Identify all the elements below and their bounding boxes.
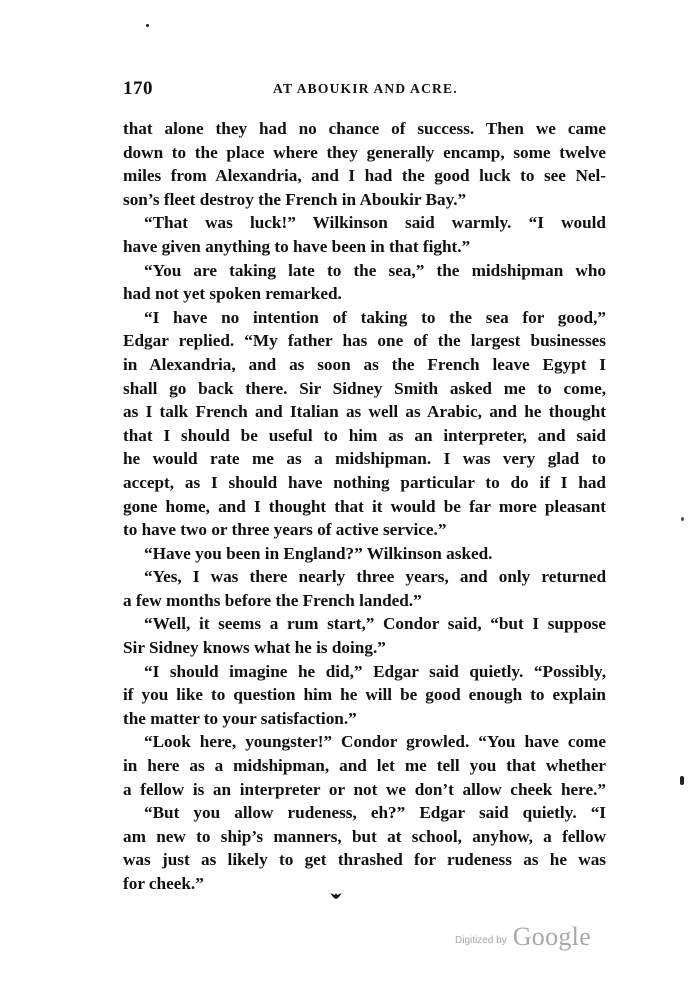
text-line: gone home, and I thought that it would be far more pleasant <box>123 496 606 516</box>
text-line: if you like to question him he will be good enough to explain <box>123 685 606 705</box>
text-line: a fellow is an interpreter or not we don’t allow cheek here.” <box>123 779 606 799</box>
text-line: “That was luck!” Wilkinson said warmly. “I would <box>144 213 606 233</box>
text-line: am new to ship’s manners, but at school, anyhow, a fellow <box>123 826 606 846</box>
text-line: down to the place where they generally encamp, some twelve <box>123 142 606 162</box>
text-line: that I should be useful to him as an interpreter, and said <box>123 425 606 445</box>
text-line: “Yes, I was there nearly three years, and only returned <box>144 567 606 587</box>
google-logo: Google <box>512 922 592 951</box>
text-line: accept, as I should have nothing particular to do if I had <box>123 472 606 492</box>
scan-speck <box>146 24 149 27</box>
digitized-by-google-watermark <box>455 922 591 952</box>
scan-speck <box>680 776 684 785</box>
running-head <box>123 78 605 102</box>
text-line: “Look here, youngster!” Condor growled. “You have come <box>144 732 606 752</box>
text-line: a few months before the French landed.” <box>123 590 422 610</box>
text-line: son’s fleet destroy the French in Aboukir Bay.” <box>123 189 467 209</box>
text-line: have given anything to have been in that fight.” <box>123 236 471 256</box>
text-line: “You are taking late to the sea,” the midshipman who <box>144 260 606 280</box>
scan-speck <box>681 517 684 521</box>
text-line: shall go back there. Sir Sidney Smith asked me to come, <box>123 378 606 398</box>
page-number: 170 <box>123 78 153 99</box>
text-line: miles from Alexandria, and I had the good luck to see Nel- <box>123 166 606 186</box>
text-line: that alone they had no chance of success. Then we came <box>123 119 606 138</box>
text-line: in here as a midshipman, and let me tell you that whether <box>123 756 606 776</box>
text-line: he would rate me as a midshipman. I was very glad to <box>123 449 606 469</box>
text-line: “I have no intention of taking to the sea for good,” <box>144 307 606 327</box>
text-line: to have two or three years of active service.” <box>123 520 447 540</box>
text-line: for cheek.” <box>123 874 204 893</box>
watermark-prefix: Digitized by <box>455 935 507 946</box>
text-line: the matter to your satisfaction.” <box>123 708 357 728</box>
text-line: “Have you been in England?” Wilkinson asked. <box>144 543 493 563</box>
text-line: “Well, it seems a rum start,” Condor said, “but I suppose <box>144 614 606 634</box>
text-line: in Alexandria, and as soon as the French leave Egypt I <box>123 354 606 374</box>
text-line: Edgar replied. “My father has one of the largest businesses <box>123 331 606 351</box>
text-line: “But you allow rudeness, eh?” Edgar said quietly. “I <box>144 803 606 823</box>
running-title: AT ABOUKIR AND ACRE. <box>273 81 458 96</box>
text-line: Sir Sidney knows what he is doing.” <box>123 638 386 658</box>
text-line: “I should imagine he did,” Edgar said quietly. “Possibly, <box>144 661 606 681</box>
text-line: as I talk French and Italian as well as Arabic, and he thought <box>123 402 606 422</box>
body-text <box>123 117 606 896</box>
tailpiece-ornament-icon <box>330 893 342 899</box>
text-line: was just as likely to get thrashed for rudeness as he was <box>123 850 606 870</box>
text-line: had not yet spoken remarked. <box>123 284 342 304</box>
